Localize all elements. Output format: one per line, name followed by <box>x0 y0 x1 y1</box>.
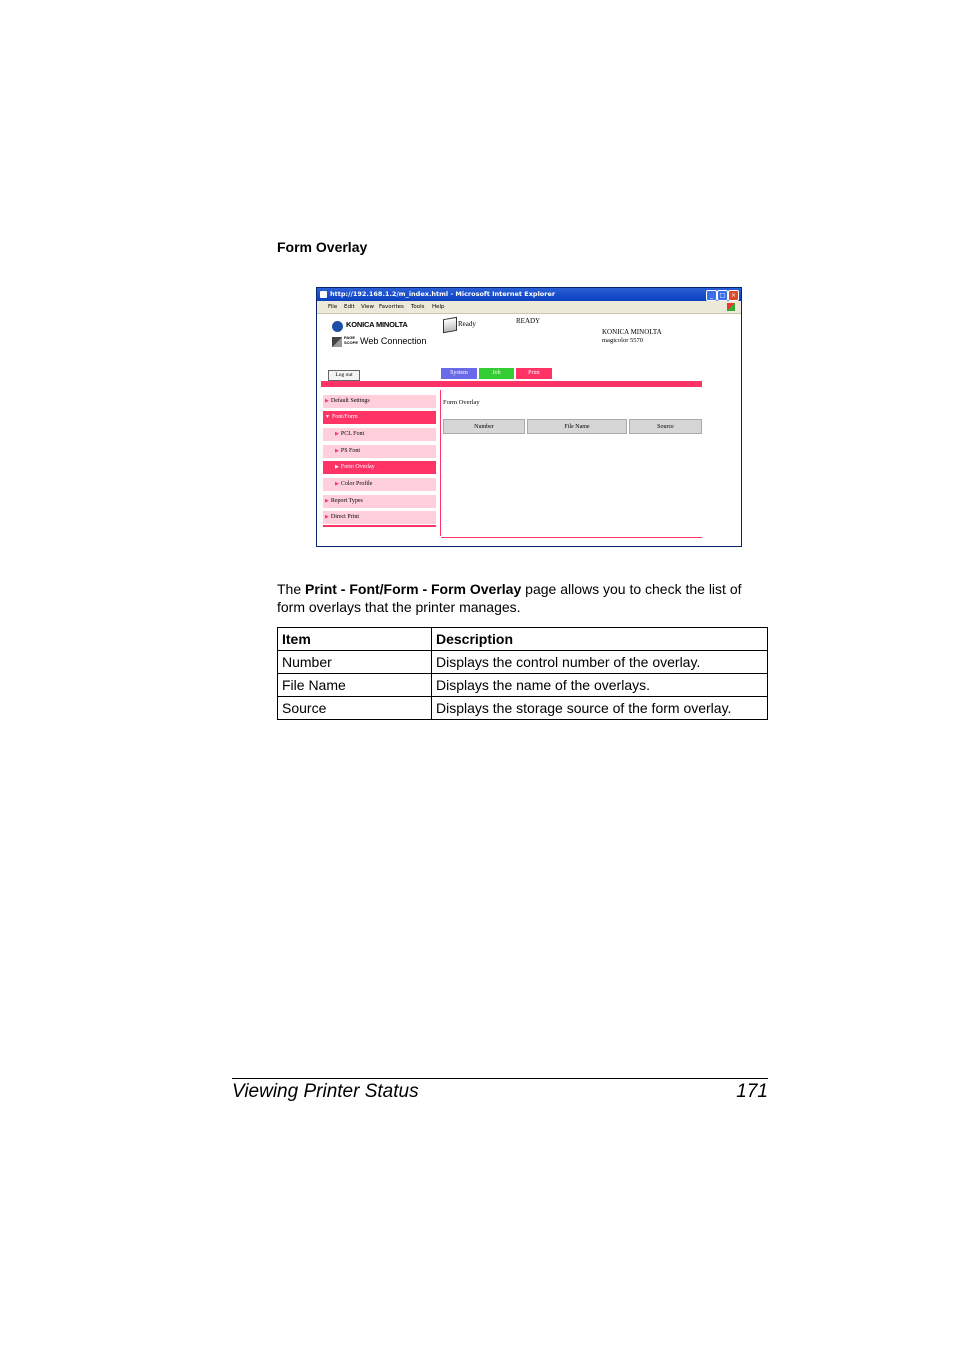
sidebar-item-label: Font/Form <box>331 414 358 420</box>
menu-path: Print - Font/Form - Form Overlay <box>305 581 522 597</box>
sidebar-bottom-line <box>323 525 436 527</box>
sidebar-item-default-settings[interactable] <box>323 395 436 408</box>
table-row <box>278 697 768 720</box>
sidebar-item-label: PS Font <box>340 448 361 454</box>
menu-view[interactable]: View <box>361 304 375 310</box>
konica-minolta-logo-icon <box>332 321 343 332</box>
ie-icon <box>320 291 327 298</box>
tab-underline-bar <box>321 381 702 387</box>
sidebar-item-report-types[interactable] <box>323 495 436 508</box>
sidebar-item-form-overlay[interactable] <box>323 461 436 474</box>
menu-file[interactable]: File <box>328 304 338 310</box>
sidebar-item-label: Color Profile <box>340 481 373 487</box>
section-heading: Form Overlay <box>277 239 368 255</box>
description-paragraph: The Print - Font/Form - Form Overlay page allows you to check the list of form overlays that the printer manages. <box>277 581 742 615</box>
model-name: magicolor 5570 <box>602 337 643 344</box>
sidebar-arrow-icon: ▶ <box>325 399 329 404</box>
sidebar-item-ps-font[interactable] <box>323 445 436 458</box>
web-connection-label: Web Connection <box>360 336 427 346</box>
sidebar-item-label: PCL Font <box>340 431 365 437</box>
table-row <box>278 674 768 697</box>
table-header-row <box>278 628 768 651</box>
menu-bar <box>317 301 741 314</box>
table-cell: File Name <box>278 674 432 697</box>
sidebar-item-direct-print[interactable] <box>323 511 436 524</box>
logout-button[interactable]: Log out <box>328 370 360 381</box>
status-ready-caps: READY <box>516 317 541 325</box>
item-description-table <box>277 627 768 720</box>
printer-icon <box>443 317 457 333</box>
table-cell: Displays the storage source of the form overlay. <box>432 697 768 720</box>
column-header-file-name: File Name <box>527 419 627 434</box>
sidebar-item-color-profile[interactable] <box>323 478 436 491</box>
sidebar-item-label: Direct Print <box>330 514 360 520</box>
table-cell: Displays the control number of the overlay. <box>432 651 768 674</box>
sidebar-arrow-icon: ▶ <box>335 449 339 454</box>
table-cell: Source <box>278 697 432 720</box>
sidebar-item-label: Report Types <box>330 498 363 504</box>
close-icon[interactable]: × <box>728 290 739 301</box>
footer-rule <box>232 1078 768 1079</box>
model-brand: KONICA MINOLTA <box>602 328 662 336</box>
browser-screenshot <box>316 287 742 547</box>
menu-favorites[interactable]: Favorites <box>379 304 404 310</box>
pagescope-logo-icon <box>332 337 342 347</box>
sidebar-item-font-form[interactable] <box>323 411 436 424</box>
tab-system[interactable]: System <box>441 368 477 379</box>
sidebar-item-pcl-font[interactable] <box>323 428 436 441</box>
page-number: 171 <box>736 1081 768 1102</box>
sidebar-item-label: Form Overlay <box>340 464 375 470</box>
table-row <box>278 651 768 674</box>
pagescope-label: PAGE SCOPE <box>344 335 359 345</box>
table-cell: Number <box>278 651 432 674</box>
sidebar-arrow-icon: ▼ <box>325 415 330 420</box>
sidebar-item-label: Default Settings <box>330 398 370 404</box>
column-header-number: Number <box>443 419 525 434</box>
content-title: Form Overlay <box>443 399 480 406</box>
minimize-icon[interactable]: _ <box>706 290 717 301</box>
sidebar-arrow-icon: ▶ <box>335 482 339 487</box>
content-divider <box>440 390 441 536</box>
content-bottom-line <box>441 537 702 538</box>
brand-logo-text: KONICA MINOLTA <box>346 320 408 329</box>
table-header-description: Description <box>432 628 768 651</box>
menu-tools[interactable]: Tools <box>411 304 425 310</box>
window-titlebar <box>317 288 741 301</box>
sidebar-arrow-icon: ▶ <box>335 432 339 437</box>
sidebar-arrow-icon: ▶ <box>335 465 339 470</box>
maximize-icon[interactable]: □ <box>717 290 728 301</box>
windows-flag-icon <box>727 303 735 311</box>
menu-help[interactable]: Help <box>432 304 445 310</box>
table-cell: Displays the name of the overlays. <box>432 674 768 697</box>
menu-edit[interactable]: Edit <box>344 304 355 310</box>
column-header-source: Source <box>629 419 702 434</box>
tab-job[interactable]: Job <box>479 368 514 379</box>
window-title: http://192.168.1.2/m_index.html - Microsoft Internet Explorer <box>330 290 556 298</box>
status-ready: Ready <box>458 320 476 328</box>
footer-title: Viewing Printer Status <box>232 1081 419 1102</box>
sidebar-arrow-icon: ▶ <box>325 499 329 504</box>
tab-print[interactable]: Print <box>516 368 552 379</box>
sidebar-arrow-icon: ▶ <box>325 515 329 520</box>
table-header-item: Item <box>278 628 432 651</box>
